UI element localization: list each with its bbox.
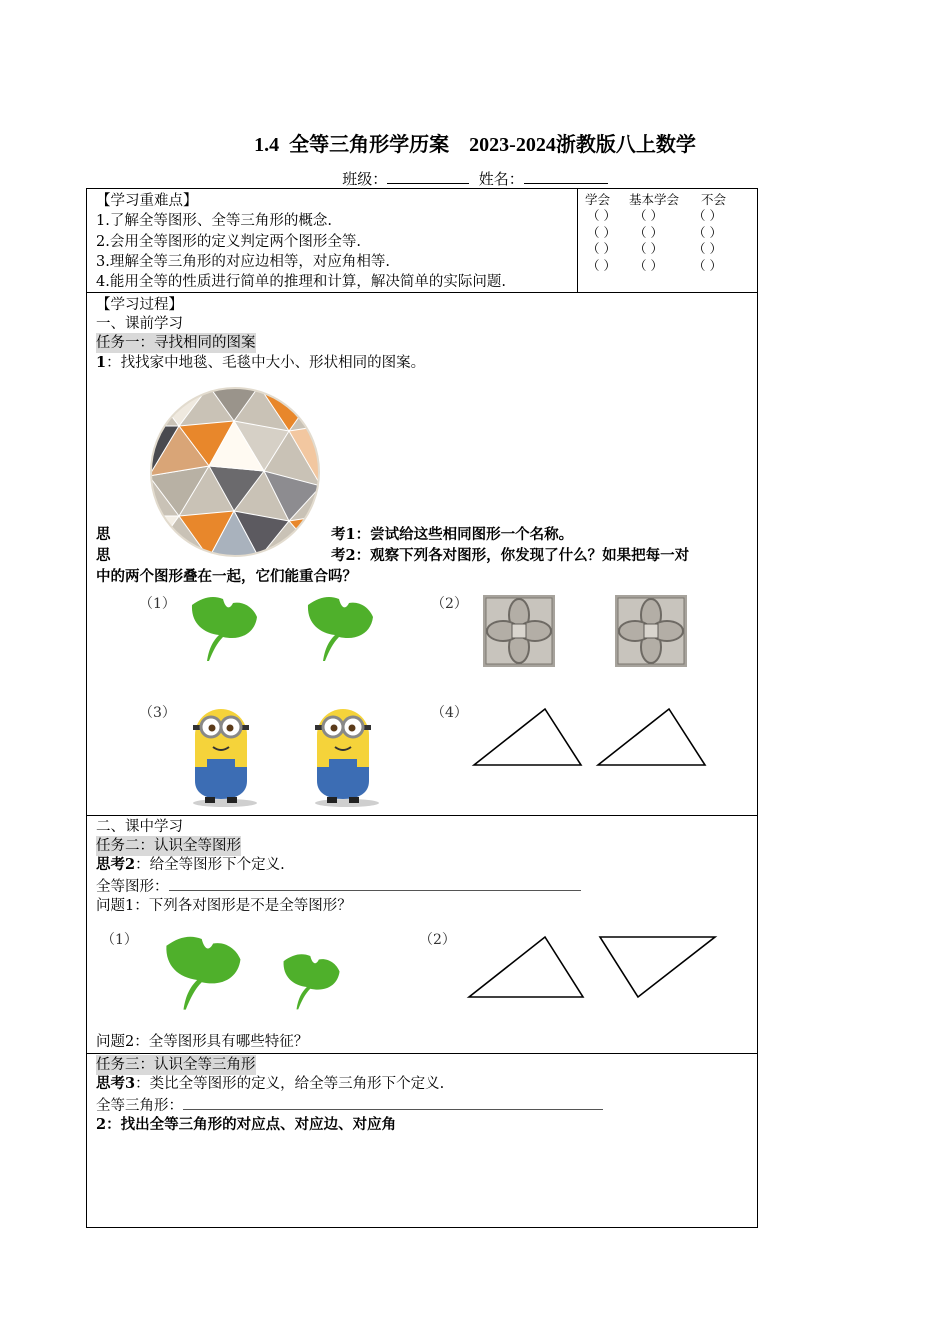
key-point-1: 1.了解全等图形、全等三角形的概念. <box>96 213 332 229</box>
triangle-shape <box>599 935 717 999</box>
definition-blank[interactable] <box>169 875 581 891</box>
ginkgo-leaf-icon <box>163 931 245 1013</box>
triangle-shape <box>597 707 707 767</box>
assessment-checkbox[interactable]: （ ） <box>634 225 663 240</box>
ginkgo-leaf-icon <box>305 593 377 663</box>
assessment-checkbox[interactable]: （ ） <box>634 241 663 256</box>
minion-image <box>307 701 379 807</box>
think-2-continued: 中的两个图形叠在一起，它们能重合吗？ <box>96 568 357 585</box>
congruent-figure-definition: 全等图形： <box>96 875 581 897</box>
figure-label-4: （4） <box>431 705 468 721</box>
assessment-checkbox[interactable]: （ ） <box>634 258 663 273</box>
task-1-title: 任务一：寻找相同的图案 <box>96 335 256 351</box>
assessment-checkbox[interactable]: （ ） <box>693 208 722 223</box>
figure-label-3: （3） <box>139 705 176 721</box>
key-points-heading: 【学习重难点】 <box>96 193 198 209</box>
round-carpet-image <box>149 386 321 558</box>
task-3-title: 任务三：认识全等三角形 <box>96 1057 256 1073</box>
column-divider <box>577 189 578 292</box>
think-2-definition: 思考2：给全等图形下个定义. <box>96 856 285 873</box>
key-point-3: 3.理解全等三角形的对应边相等，对应角相等. <box>96 254 390 270</box>
key-point-4: 4.能用全等的性质进行简单的推理和计算，解决简单的实际问题. <box>96 274 506 290</box>
triangle-shape <box>473 707 583 767</box>
col-learned: 学会 <box>585 192 611 207</box>
assessment-checkbox[interactable]: （ ） <box>634 208 663 223</box>
congruent-triangle-definition: 全等三角形： <box>96 1094 603 1116</box>
ginkgo-leaf-icon <box>281 949 343 1013</box>
think-1: 考1：尝试给这些相同图形一个名称。 <box>331 526 574 543</box>
section-1-title: 一、课前学习 <box>96 316 183 332</box>
tile-pattern-image <box>615 595 687 667</box>
assessment-checkbox[interactable]: （ ） <box>587 258 616 273</box>
col-basic: 基本学会 <box>629 192 680 207</box>
figure-label-2: （2） <box>419 932 456 948</box>
minion-image <box>185 701 257 807</box>
tile-pattern-image <box>483 595 555 667</box>
figure-label-1: （1） <box>101 932 138 948</box>
assessment-checkbox[interactable]: （ ） <box>587 225 616 240</box>
name-blank[interactable] <box>524 169 608 184</box>
figure-label-2: （2） <box>431 596 468 612</box>
triangle-shape <box>468 935 586 999</box>
assessment-checkbox[interactable]: （ ） <box>693 241 722 256</box>
col-not: 不会 <box>701 192 727 207</box>
problem-1: 问题1：下列各对图形是不是全等图形？ <box>96 898 352 914</box>
question-1: 1：找找家中地毯、毛毯中大小、形状相同的图案。 <box>96 354 426 371</box>
ginkgo-leaf-icon <box>189 593 261 663</box>
think-1-prefix: 思 <box>96 526 111 543</box>
row-divider <box>87 1053 757 1054</box>
class-name-line <box>0 168 950 189</box>
figure-label-1: （1） <box>139 596 176 612</box>
worksheet-table <box>86 188 758 1228</box>
think-3-definition: 思考3：类比全等图形的定义，给全等三角形下个定义. <box>96 1075 445 1092</box>
class-blank[interactable] <box>387 169 469 184</box>
question-2: 2：找出全等三角形的对应点、对应边、对应角 <box>96 1116 397 1133</box>
process-heading: 【学习过程】 <box>96 297 183 313</box>
think-2: 考2：观察下列各对图形，你发现了什么？如果把每一对 <box>331 547 690 564</box>
assessment-checkbox[interactable]: （ ） <box>693 225 722 240</box>
task-2-title: 任务二：认识全等图形 <box>96 838 241 854</box>
assessment-checkbox[interactable]: （ ） <box>587 208 616 223</box>
page-title: 1.4 全等三角形学历案 2023-2024浙教版八上数学 <box>254 134 696 156</box>
row-divider <box>87 292 757 293</box>
problem-2: 问题2：全等图形具有哪些特征？ <box>96 1034 309 1050</box>
key-point-2: 2.会用全等图形的定义判定两个图形全等. <box>96 234 361 250</box>
think-2-prefix: 思 <box>96 547 111 564</box>
class-label: 班级： <box>342 170 388 188</box>
definition-blank[interactable] <box>183 1094 603 1110</box>
assessment-checkbox[interactable]: （ ） <box>587 241 616 256</box>
row-divider <box>87 815 757 816</box>
name-label: 姓名： <box>478 170 524 188</box>
section-2-title: 二、课中学习 <box>96 819 183 835</box>
assessment-checkbox[interactable]: （ ） <box>693 258 722 273</box>
